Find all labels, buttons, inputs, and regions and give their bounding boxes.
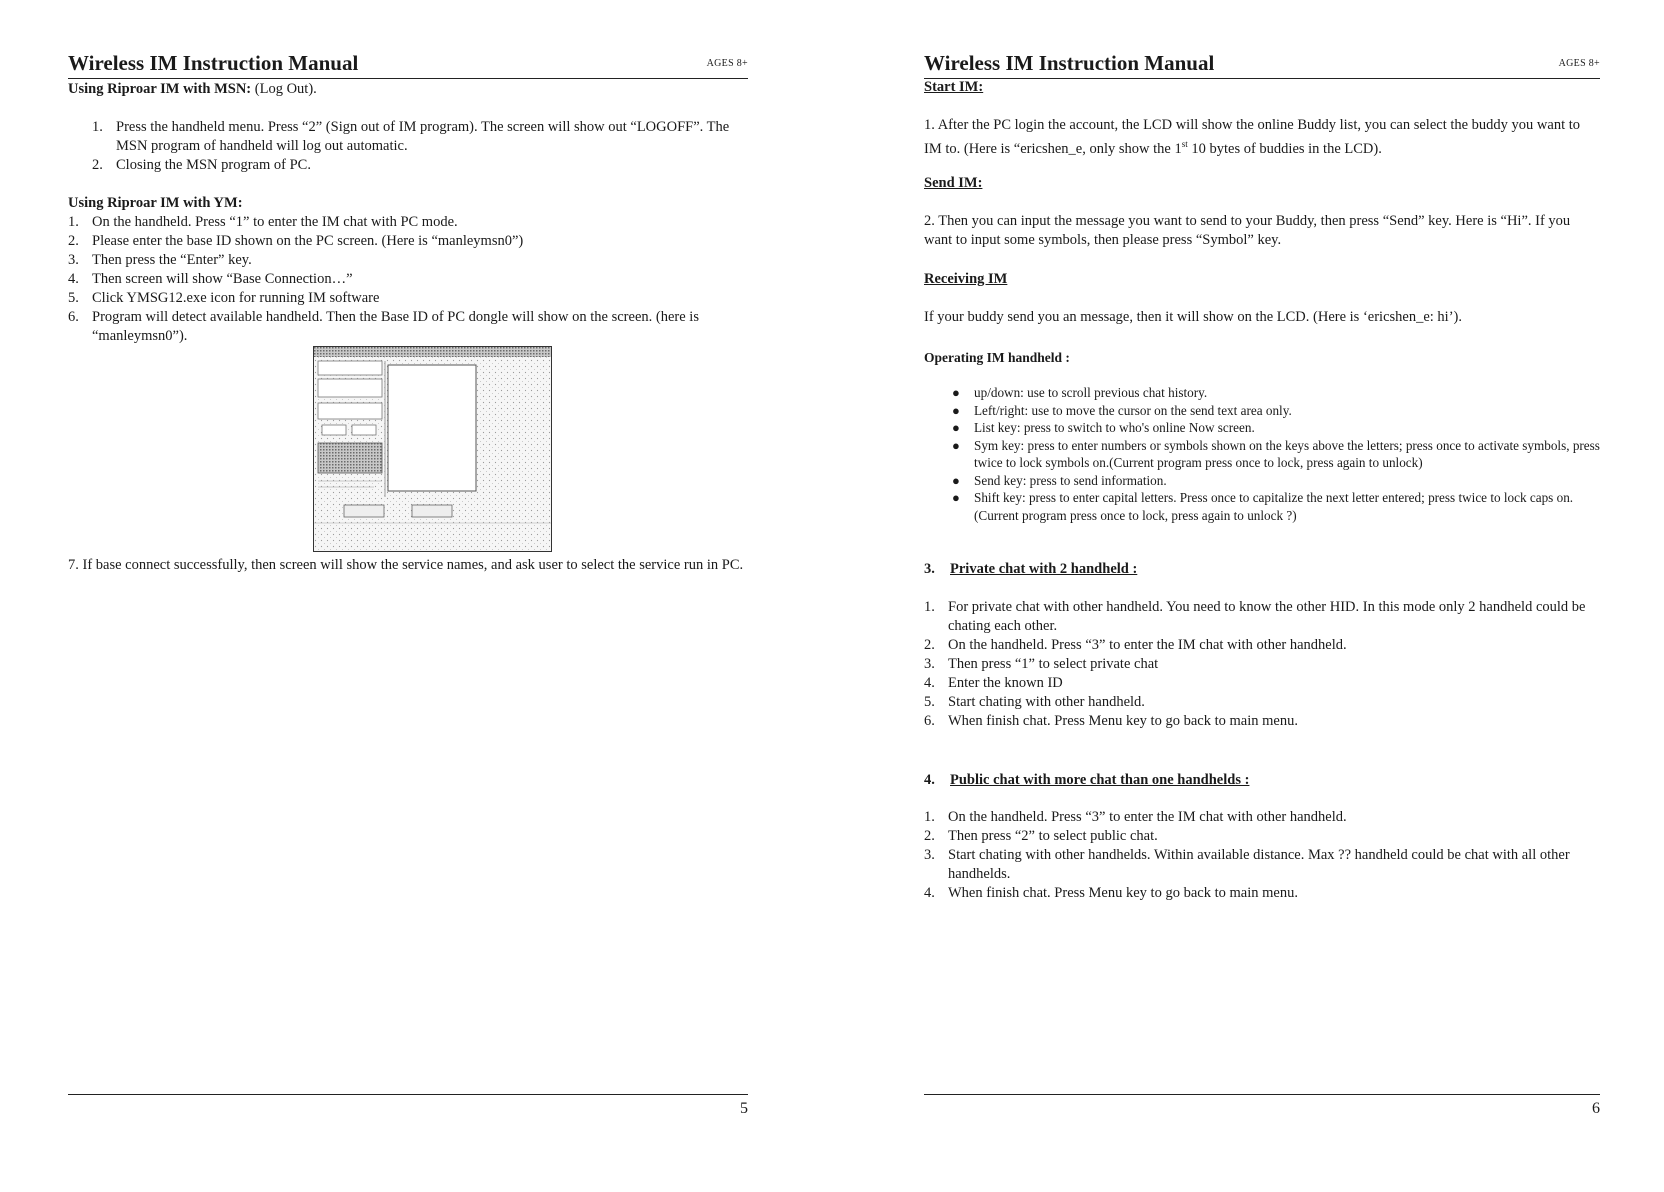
step-text: For private chat with other handheld. You need to know the other HID. In this mode only 2 handheld could be chating each other.	[948, 599, 1586, 634]
public-chat-heading	[924, 771, 1600, 790]
bullet-text: Shift key: press to enter capital letters. Press once to capitalize the next letter entered; press twice to lock caps on. (Current program press once to lock, press again to unlock ?)	[974, 490, 1574, 523]
left-page	[68, 0, 748, 1192]
private-chat-heading-num: 3.	[924, 561, 935, 577]
bullet-text: Sym key: press to enter numbers or symbols shown on the keys above the letters; press once to activate symbols, press twice to lock symbols on.(Current program press once to lock, press again to unlock)	[974, 437, 1600, 470]
list-item	[92, 156, 748, 175]
right-page	[924, 0, 1600, 1192]
start-im-text	[924, 116, 1600, 159]
right-page-header	[924, 50, 1600, 79]
list-item	[924, 846, 1600, 884]
list-item	[924, 808, 1600, 827]
list-item	[924, 402, 1600, 420]
operating-bullets	[924, 384, 1600, 524]
step-number: 1.	[68, 214, 79, 230]
send-im-text: 2. Then you can input the message you want to send to your Buddy, then press “Send” key. Here is “Hi”. If you want to input some symbols, then please press “Symbol” key.	[924, 213, 1571, 248]
list-item	[924, 693, 1600, 712]
left-page-header	[68, 50, 748, 79]
step-text: When finish chat. Press Menu key to go back to main menu.	[948, 713, 1298, 729]
step-text: On the handheld. Press “3” to enter the IM chat with other handheld.	[948, 809, 1347, 825]
pc-software-screenshot	[313, 346, 552, 552]
list-item	[924, 636, 1600, 655]
list-item	[924, 712, 1600, 731]
start-im-heading: Start IM:	[924, 79, 984, 95]
step-text: Then press “1” to select private chat	[948, 656, 1159, 672]
bullet-text: up/down: use to scroll previous chat history.	[974, 385, 1208, 400]
right-footer-rule	[924, 1094, 1600, 1095]
right-header-title: Wireless IM Instruction Manual	[924, 51, 1215, 75]
step-number: 4.	[68, 271, 79, 287]
ym-heading: Using Riproar IM with YM:	[68, 195, 243, 211]
step-number: 4.	[924, 675, 935, 691]
list-item	[68, 308, 748, 346]
start-im-text-b: 10 bytes of buddies in the LCD).	[1187, 140, 1382, 157]
step-text: On the handheld. Press “3” to enter the IM chat with other handheld.	[948, 637, 1347, 653]
send-im-heading: Send IM:	[924, 175, 983, 191]
list-item	[924, 419, 1600, 437]
step-text: On the handheld. Press “1” to enter the IM chat with PC mode.	[92, 214, 458, 230]
step-number: 3.	[68, 252, 79, 268]
operating-heading: Operating IM handheld :	[924, 350, 1070, 365]
list-item	[924, 884, 1600, 903]
list-item	[924, 827, 1600, 846]
list-item	[68, 251, 748, 270]
private-chat-steps	[924, 598, 1600, 731]
public-chat-heading-num: 4.	[924, 772, 935, 788]
left-footer-rule	[68, 1094, 748, 1095]
msn-heading-rest: (Log Out).	[254, 81, 317, 97]
list-item	[924, 472, 1600, 490]
private-chat-heading-text: Private chat with 2 handheld :	[950, 561, 1138, 577]
step-number: 2.	[68, 233, 79, 249]
receiving-im-heading: Receiving IM	[924, 271, 1008, 287]
step-text: Then screen will show “Base Connection…”	[92, 271, 353, 287]
step-7-text: 7. If base connect successfully, then screen will show the service names, and ask user to select the service run in PC.	[68, 557, 744, 573]
bullet-text: List key: press to switch to who's online Now screen.	[974, 420, 1255, 435]
step-text: Closing the MSN program of PC.	[116, 157, 311, 173]
step-number: 4.	[924, 885, 935, 901]
step-text: Then press “2” to select public chat.	[948, 828, 1158, 844]
step-number: 1.	[924, 809, 935, 825]
public-chat-heading-text: Public chat with more chat than one handhelds :	[950, 772, 1250, 788]
bullet-icon: ●	[952, 385, 960, 400]
step-number: 5.	[68, 290, 79, 306]
list-item	[924, 655, 1600, 674]
receiving-im-text: If your buddy send you an message, then it will show on the LCD. (Here is ‘ericshen_e: hi’).	[924, 309, 1462, 325]
step-text: Start chating with other handheld.	[948, 694, 1145, 710]
right-page-number: 6	[1592, 1100, 1600, 1117]
step-number: 5.	[924, 694, 935, 710]
bullet-icon: ●	[952, 420, 960, 435]
step-number: 3.	[924, 656, 935, 672]
step-text: Click YMSG12.exe icon for running IM software	[92, 290, 380, 306]
msn-steps-list	[92, 118, 748, 175]
public-chat-steps	[924, 808, 1600, 903]
screenshot-drawing	[314, 347, 551, 551]
list-item	[92, 118, 748, 156]
list-item	[68, 232, 748, 251]
step-text: Then press the “Enter” key.	[92, 252, 252, 268]
bullet-icon: ●	[952, 490, 960, 505]
right-header-ages: AGES 8+	[1558, 58, 1600, 69]
list-item	[68, 270, 748, 289]
list-item	[68, 213, 748, 232]
bullet-text: Send key: press to send information.	[974, 472, 1167, 488]
bullet-icon: ●	[952, 437, 960, 453]
start-im-text-a: 1. After the PC login the account, the LCD will show the online Buddy list, you can select the buddy you want to IM to. (Here is “ericshen_e, only show the 1	[924, 117, 1581, 157]
step-number: 1.	[92, 119, 103, 135]
bullet-icon: ●	[952, 472, 960, 488]
step-text: Press the handheld menu. Press “2” (Sign out of IM program). The screen will show out “LOGOFF”. The MSN program of handheld will log out automatic.	[116, 119, 730, 154]
step-text: When finish chat. Press Menu key to go back to main menu.	[948, 885, 1298, 901]
list-item	[924, 437, 1600, 472]
step-text: Please enter the base ID shown on the PC screen. (Here is “manleymsn0”)	[92, 233, 524, 249]
step-text: Program will detect available handheld. Then the Base ID of PC dongle will show on the screen. (here is “manleymsn0”).	[92, 309, 699, 344]
step-number: 2.	[924, 828, 935, 844]
start-im-text-sup: st	[1181, 139, 1188, 149]
left-header-ages: AGES 8+	[706, 58, 748, 69]
bullet-text: Left/right: use to move the cursor on the send text area only.	[974, 402, 1292, 418]
step-text: Start chating with other handhelds. Within available distance. Max ?? handheld could be chat with all other handhelds.	[948, 847, 1570, 882]
list-item	[924, 489, 1600, 524]
list-item	[924, 674, 1600, 693]
step-number: 1.	[924, 599, 935, 615]
step-number: 6.	[68, 309, 79, 325]
left-header-title: Wireless IM Instruction Manual	[68, 51, 359, 75]
step-text: Enter the known ID	[948, 675, 1063, 691]
bullet-icon: ●	[952, 402, 960, 418]
step-number: 2.	[924, 637, 935, 653]
msn-heading-bold: Using Riproar IM with MSN:	[68, 81, 252, 97]
left-page-number: 5	[740, 1100, 748, 1117]
step-number: 6.	[924, 713, 935, 729]
list-item	[68, 289, 748, 308]
step-number: 3.	[924, 847, 935, 863]
step-number: 2.	[92, 157, 103, 173]
msn-heading	[68, 80, 748, 99]
ym-steps-list	[68, 213, 748, 346]
list-item	[924, 598, 1600, 636]
list-item	[924, 384, 1600, 402]
private-chat-heading	[924, 560, 1600, 579]
